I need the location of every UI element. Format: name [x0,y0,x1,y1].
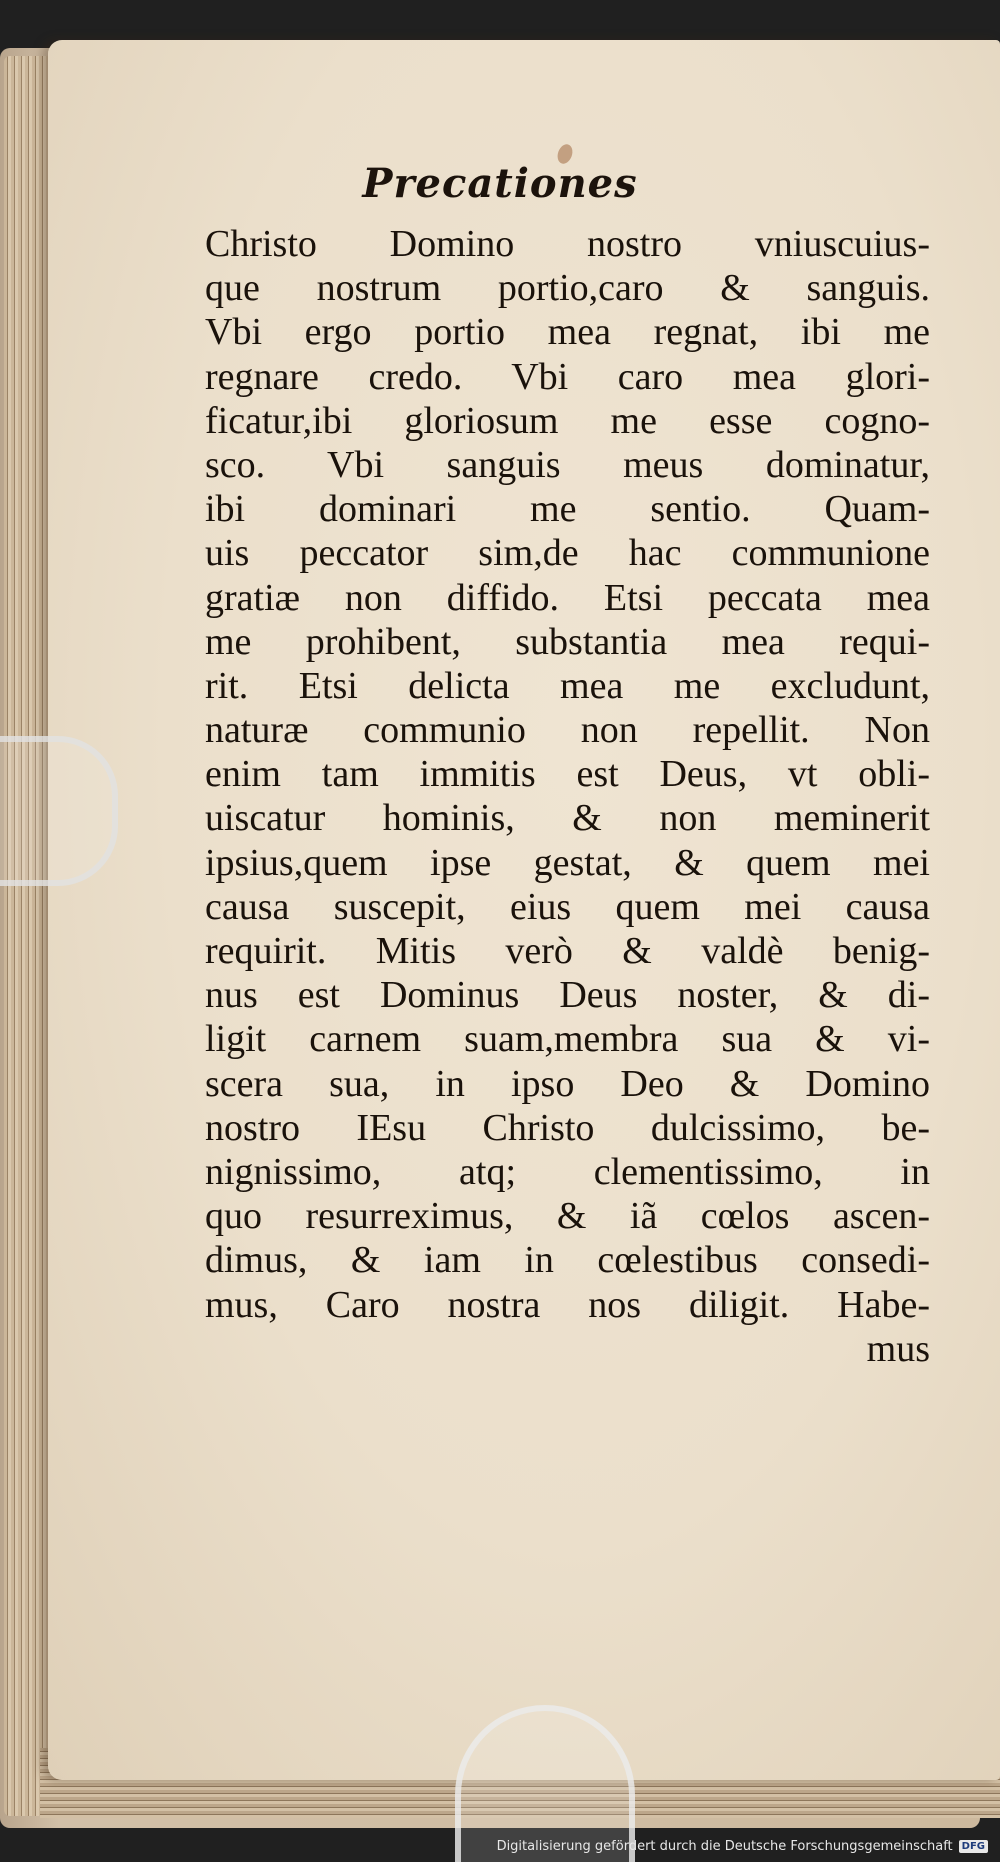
text-line: requirit. Mitis verò & valdè benig- [205,930,930,972]
text-line: ficatur,ibi gloriosum me esse cogno- [205,399,930,442]
text-line: dimus, & iam in cœlestibus consedi- [205,1239,930,1282]
text-line: que nostrum portio,caro & sanguis. [205,267,930,310]
text-line: naturæ communio non repellit. Non [205,709,930,752]
glass-clip-left [0,736,118,886]
catchword: mus [866,1327,930,1370]
text-line: Christo Domino nostro vniuscuius- [205,223,930,265]
text-line: ibi dominari me sentio. Quam- [205,488,930,531]
text-line: sco. Vbi sanguis meus dominatur, [205,443,930,486]
digitization-credit [497,1834,988,1858]
text-line: causa suscepit, eius quem mei causa [205,885,930,928]
text-line: Vbi ergo portio mea regnat, ibi me [205,311,930,354]
text-line: enim tam immitis est Deus, vt obli- [205,753,930,796]
text-line: ipsius,quem ipse gestat, & quem mei [205,841,930,884]
text-line: gratiæ non diffido. Etsi peccata mea [205,576,930,619]
page-body-text [205,222,930,1371]
credit-text: Digitalisierung gefördert durch die Deutsche Forschungsgemeinschaft [496,1838,953,1854]
dfg-logo: DFG [959,1840,988,1853]
text-line: mus, Caro nostra nos diligit. Habe- [205,1283,930,1326]
text-line: nignissimo, atq; clementissimo, in [205,1150,930,1193]
text-line: rit. Etsi delicta mea me excludunt, [205,664,930,707]
text-line: me prohibent, substantia mea requi- [205,620,930,663]
text-line: nus est Dominus Deus noster, & di- [205,974,930,1017]
running-head: Precationes [362,160,638,207]
text-line: scera sua, in ipso Deo & Domino [205,1062,930,1105]
text-line: regnare credo. Vbi caro mea glori- [205,355,930,398]
text-line: uiscatur hominis, & non meminerit [205,797,930,840]
text-line: nostro IEsu Christo dulcissimo, be- [205,1106,930,1149]
text-line: quo resurreximus, & iã cœlos ascen- [205,1195,930,1238]
text-line: ligit carnem suam,membra sua & vi- [205,1018,930,1061]
text-line: uis peccator sim,de hac communione [205,532,930,575]
